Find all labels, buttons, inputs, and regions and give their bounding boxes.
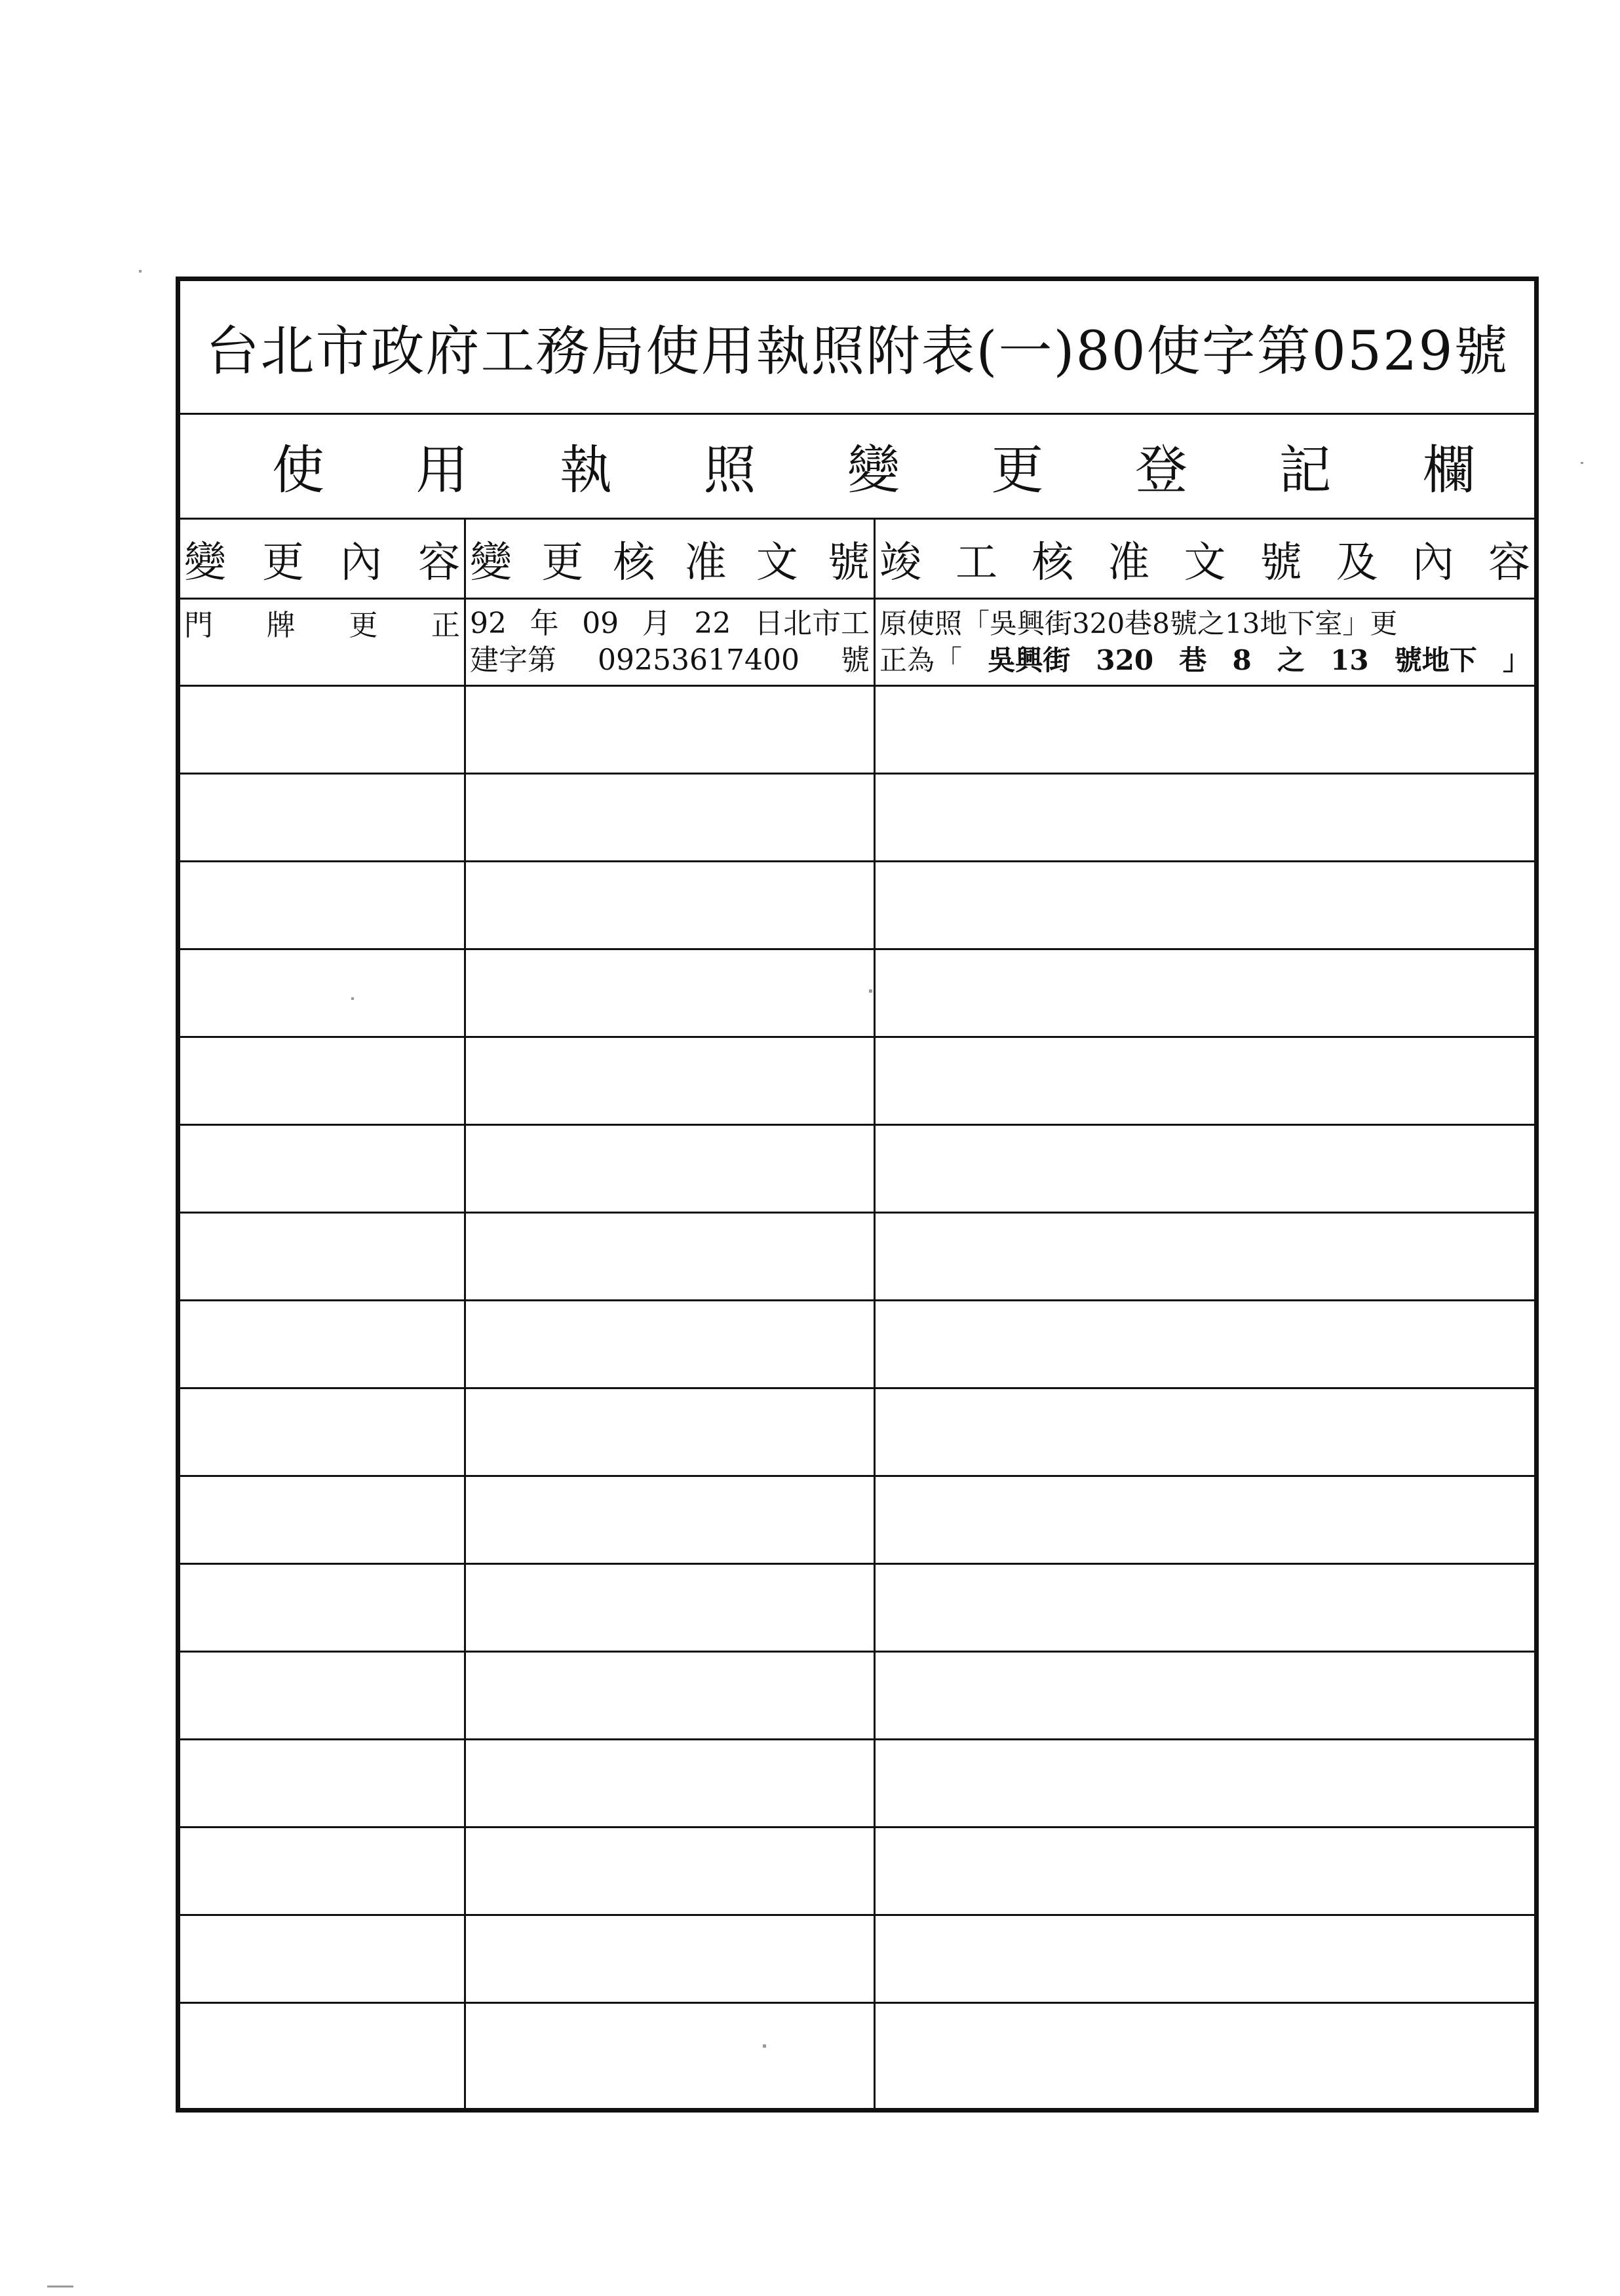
header-char: 及 [1336,538,1378,587]
table-header-row [180,520,1534,600]
table-row [180,1477,1534,1565]
table-row [180,862,1534,950]
cell-text: 8 [1232,644,1252,676]
cell-text: 320 [1096,644,1154,676]
header-char: 文 [756,538,798,587]
cell-text: 13 [1330,644,1369,676]
section-heading [180,413,1534,520]
table-row [180,1916,1534,2004]
cell-text: 正 [431,609,460,642]
header-completion-approval [876,520,1534,598]
speck [763,2044,766,2048]
header-char: 文 [1184,538,1226,587]
table-row [180,775,1534,862]
cell-completion-content [876,600,1534,685]
section-heading-char: 使 [272,439,324,501]
document-title: 台北市政府工務局使用執照附表(一)80使字第0529號 [205,320,1509,383]
cell-text: 門 [184,609,213,642]
header-approval-number [466,520,874,598]
section-heading-char: 用 [415,439,469,501]
header-char: 變 [184,538,226,587]
section-heading-char: 照 [703,439,756,501]
permit-sheet [176,277,1539,2113]
table-row [180,1126,1534,1214]
table-row [180,1653,1534,1740]
cell-text: 日北市工 [754,607,870,640]
table-row [180,1389,1534,1477]
cell-text: 更 [349,609,378,642]
table-row [180,687,1534,775]
document-title-row [180,281,1534,415]
cell-text: 09253617400 [598,643,800,677]
table-row [180,950,1534,1038]
section-heading-char: 登 [1135,439,1187,501]
cell-text: 92 [470,607,507,640]
cell-text: 號 [841,643,870,677]
cell-text: 原使照「吳興街320巷8號之13地下室」更 [879,607,1398,640]
header-char: 號 [1260,538,1302,587]
cell-text: 牌 [266,609,296,642]
section-heading-char: 記 [1279,439,1332,501]
cell-text: 」 [1502,644,1530,676]
cell-change-content [180,600,464,685]
cell-text: 22 [694,607,731,640]
table-row [180,2004,1534,2092]
section-heading-char: 欄 [1423,439,1475,501]
header-char: 核 [613,538,655,587]
header-char: 內 [340,538,382,587]
header-char: 竣 [879,538,921,587]
cell-text: 吳興街 [988,644,1071,676]
section-heading-char: 變 [847,439,900,501]
header-char: 內 [1412,538,1454,587]
cell-text: 正為「 [879,644,963,676]
cell-text: 建字第 [470,643,556,677]
header-char: 變 [470,538,512,587]
cell-text: 號地下 [1394,644,1477,676]
header-char: 更 [262,538,304,587]
header-change-content [180,520,464,598]
header-char: 容 [418,538,460,587]
table-row [180,1214,1534,1301]
cell-text: 月 [642,607,671,640]
speck [869,989,872,993]
cell-text: 年 [530,607,559,640]
table-row [180,600,1534,687]
section-heading-char: 更 [991,439,1044,501]
speck [139,270,142,273]
table-row [180,1828,1534,1916]
header-char: 工 [955,538,998,587]
speck [351,997,354,1000]
change-register-table [180,520,1534,2108]
table-row [180,1301,1534,1389]
header-char: 准 [1108,538,1150,587]
header-char: 核 [1032,538,1074,587]
header-char: 更 [541,538,584,587]
section-heading-char: 執 [560,439,612,501]
cell-text: 之 [1277,644,1305,676]
header-char: 號 [827,538,870,587]
table-row [180,1038,1534,1126]
speck [47,2286,73,2287]
cell-text: 巷 [1179,644,1207,676]
speck [1581,462,1583,464]
header-char: 准 [684,538,727,587]
table-row [180,1565,1534,1653]
header-char: 容 [1488,538,1530,587]
table-row [180,1740,1534,1828]
cell-text: 09 [582,607,619,640]
cell-approval-number [466,600,874,685]
